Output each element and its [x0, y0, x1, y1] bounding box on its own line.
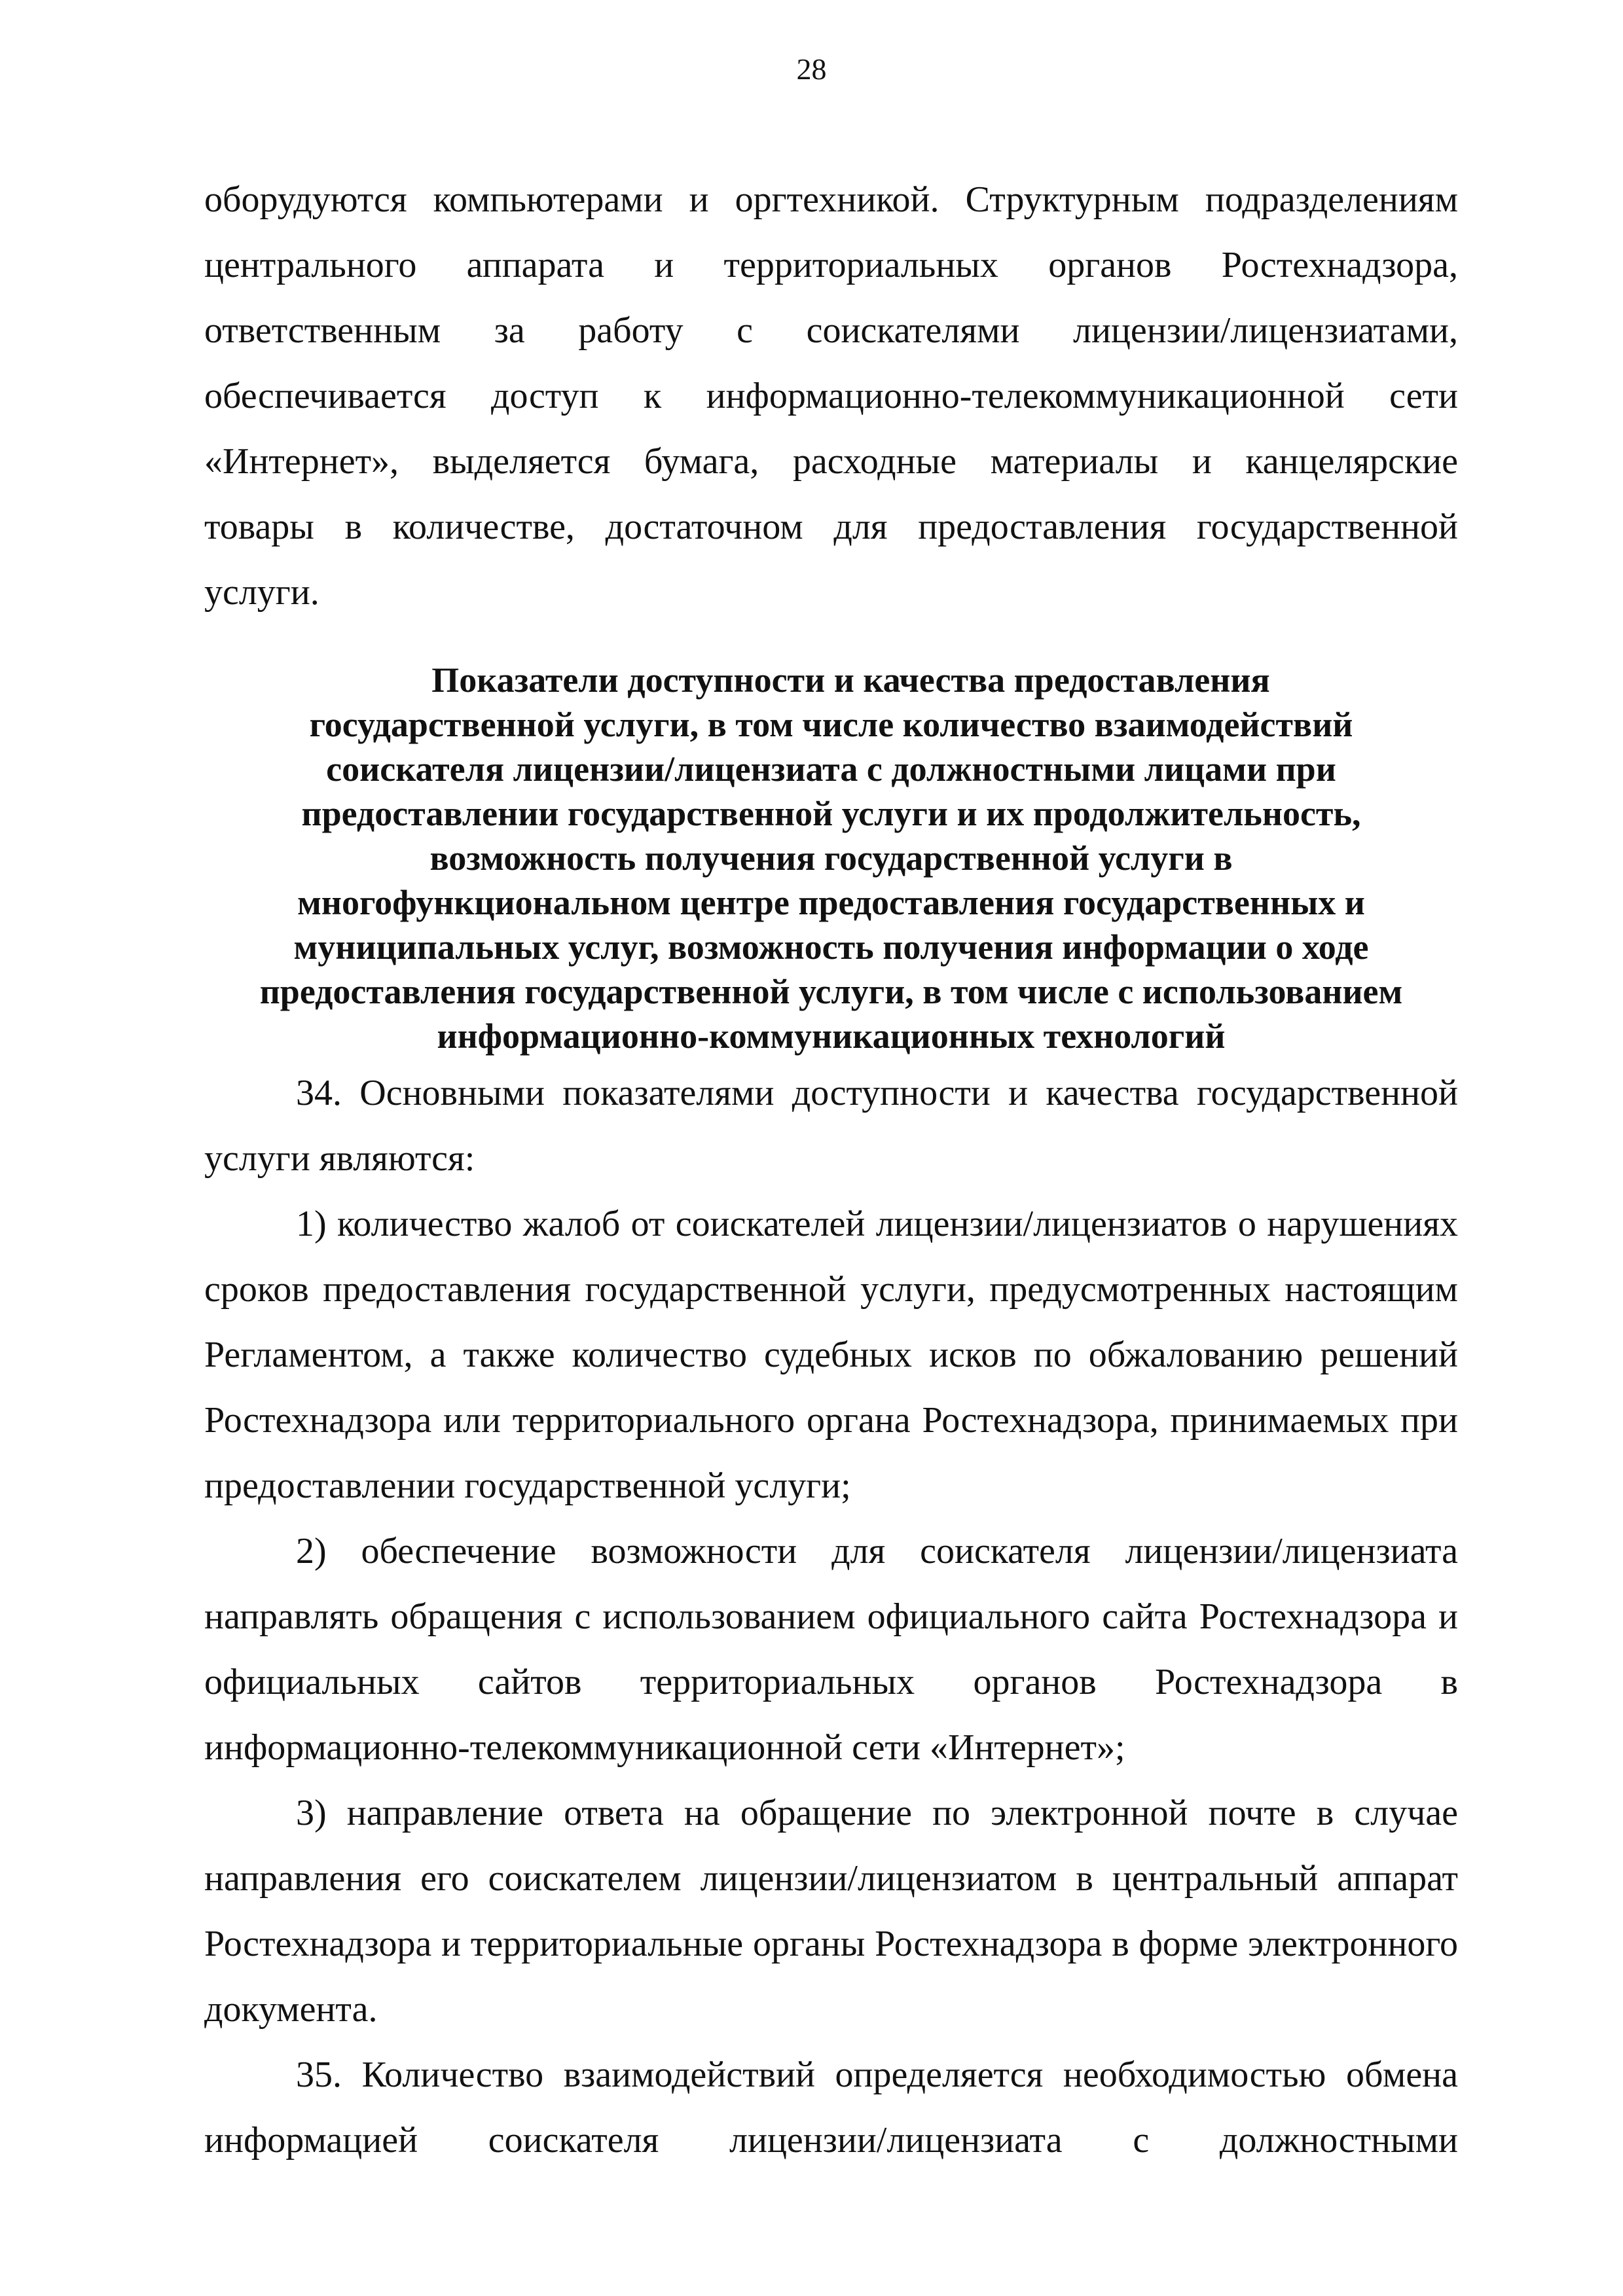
text-line: центрального аппарата и территориальных органов Ростехнадзора, [204, 245, 1458, 285]
heading-line: информационно-коммуникационных технологий [437, 1016, 1226, 1056]
text-line: обеспечивается доступ к информационно-телекоммуникационной сети [204, 376, 1458, 416]
heading-line: предоставлении государственной услуги и их продолжительность, [301, 794, 1361, 833]
clause-item-2: 2) обеспечение возможности для соискателя лицензии/лицензиата направлять обращения с использованием официального сайта Ростехнадзора и официальных сайтов территориальных органов Ростехнадзора в информационно-телекоммуникационной сети «Интернет»; [204, 1531, 1458, 1768]
text-line: товары в количестве, достаточном для предоставления государственной [204, 507, 1458, 547]
clause-34: 34. Основными показателями доступности и качества государственной услуги являются: [204, 1073, 1458, 1179]
heading-line: многофункциональном центре предоставления государственных и [297, 883, 1365, 922]
heading-line: государственной услуги, в том числе количество взаимодействий [309, 705, 1353, 744]
clause-35: 35. Количество взаимодействий определяется необходимостью обмена информацией соискателя лицензии/лицензиата с должностными [204, 2054, 1458, 2161]
text-line: «Интернет», выделяется бумага, расходные материалы и канцелярские [204, 441, 1458, 482]
heading-line: Показатели доступности и качества предоставления [431, 660, 1270, 700]
clause-item-3: 3) направление ответа на обращение по электронной почте в случае направления его соискателем лицензии/лицензиатом в центральный аппарат Ростехнадзора и территориальные органы Ростехнадзора в форме электронного документа. [204, 1793, 1458, 2030]
text-line: услуги. [204, 572, 319, 613]
top-paragraph [204, 167, 1458, 625]
heading-line: муниципальных услуг, возможность получения информации о ходе [293, 927, 1369, 967]
section-heading [204, 658, 1458, 1058]
page-number: 28 [796, 52, 827, 86]
clause-item-1: 1) количество жалоб от соискателей лицензии/лицензиатов о нарушениях сроков предоставления государственной услуги, предусмотренных настоящим Регламентом, а также количество судебных исков по обжалованию решений Ростехнадзора или территориального органа Ростехнадзора, принимаемых при предоставлении государственной услуги; [204, 1204, 1458, 1506]
text-line: ответственным за работу с соискателями лицензии/лицензиатами, [204, 310, 1458, 351]
clauses-block [204, 1060, 1458, 2173]
text-line: оборудуются компьютерами и оргтехникой. Структурным подразделениям [204, 179, 1458, 220]
heading-line: предоставления государственной услуги, в том числе с использованием [259, 972, 1403, 1011]
heading-line: возможность получения государственной услуги в [429, 838, 1233, 878]
heading-line: соискателя лицензии/лицензиата с должностными лицами при [326, 749, 1336, 789]
